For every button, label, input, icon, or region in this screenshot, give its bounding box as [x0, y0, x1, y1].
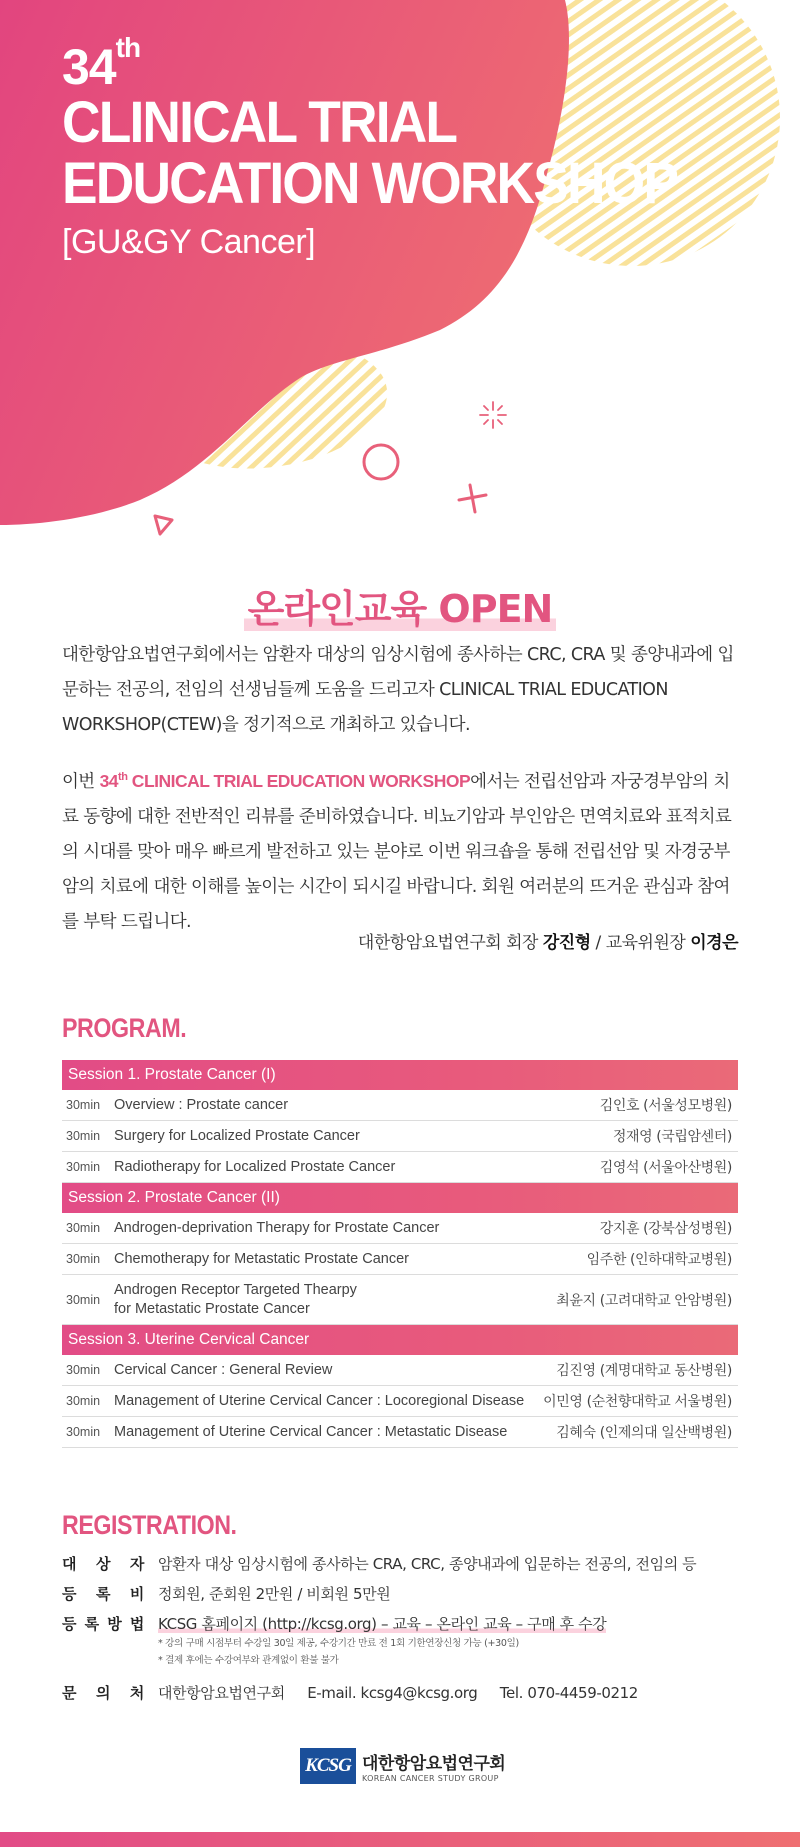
table-row — [62, 1244, 738, 1275]
president-name: 강진형 — [542, 933, 591, 953]
target-value: 암환자 대상 임상시험에 종사하는 CRA, CRC, 종양내과에 입문하는 전공의, 전임의 등 — [158, 1555, 697, 1573]
method-label: 등 록 방 법 — [62, 1615, 144, 1633]
note-2: * 결제 후에는 수강여부와 관계없이 환불 불가 — [158, 1655, 339, 1666]
table-row — [62, 1213, 738, 1244]
chair-name: 이경은 — [690, 933, 738, 953]
registration-info — [62, 1553, 742, 1712]
topic: Cervical Cancer : General Review — [114, 1361, 333, 1378]
table-row — [62, 1090, 738, 1121]
session-header: Session 1. Prostate Cancer (I) — [62, 1060, 738, 1090]
table-row — [62, 1275, 738, 1325]
duration: 30min — [66, 1394, 101, 1408]
sig-prefix: 대한항암요법연구회 회장 — [357, 933, 543, 953]
topic: Chemotherapy for Metastatic Prostate Cancer — [114, 1250, 409, 1267]
contact-org: 대한항암요법연구회 — [158, 1684, 285, 1702]
edition-ordinal: th — [115, 32, 141, 63]
hero-title-block — [62, 32, 731, 262]
speaker: 강지훈 (강북삼성병원) — [599, 1221, 732, 1237]
method-value-block — [158, 1613, 742, 1668]
duration: 30min — [66, 1425, 101, 1439]
session-header: Session 3. Uterine Cervical Cancer — [62, 1325, 738, 1355]
triangle-shape — [155, 516, 172, 534]
para2-num: 34 — [99, 770, 119, 791]
topic: Overview : Prostate cancer — [114, 1096, 289, 1113]
contact-row — [62, 1682, 742, 1703]
duration: 30min — [66, 1098, 101, 1112]
open-heading — [0, 578, 800, 633]
hero-subtitle: [GU&GY Cancer] — [62, 222, 316, 261]
target-label: 대 상 자 — [62, 1555, 144, 1573]
target-row — [62, 1553, 742, 1574]
fee-row — [62, 1583, 742, 1604]
speaker: 최윤지 (고려대학교 안암병원) — [556, 1292, 732, 1309]
speaker: 이민영 (순천향대학교 서울병원) — [543, 1394, 732, 1410]
topic: Surgery for Localized Prostate Cancer — [114, 1127, 360, 1144]
duration: 30min — [66, 1292, 101, 1307]
kcsg-logo — [300, 1748, 505, 1784]
speaker: 김영석 (서울아산병원) — [599, 1160, 732, 1176]
hero-banner — [0, 0, 800, 560]
topic-line-1: Androgen Receptor Targeted Thearpy — [114, 1281, 357, 1298]
fee-label: 등 록 비 — [62, 1585, 144, 1603]
kcsg-logo-mark: KCSG — [300, 1748, 356, 1784]
workshop-highlight — [100, 771, 471, 791]
session-header: Session 2. Prostate Cancer (II) — [62, 1183, 738, 1213]
para2-ordinal: th — [118, 771, 128, 783]
edition-number-value: 34 — [62, 39, 116, 95]
contact-value — [158, 1682, 742, 1703]
table-row — [62, 1386, 738, 1417]
title-line-1: CLINICAL TRIAL — [62, 90, 457, 155]
para2-prefix: 이번 — [62, 771, 100, 792]
speaker: 임주한 (인하대학교병원) — [586, 1252, 732, 1268]
duration: 30min — [66, 1160, 101, 1174]
para2-rest: 에서는 전립선암과 자궁경부암의 치료 동향에 대한 전반적인 리뷰를 준비하였습니다. 비뇨기암과 부인암은 면역치료와 표적치료의 시대를 맞아 매우 빠르게 발전하고 있는 분야로 이번 워크숍을 통해 전립선암 및 자경궁부암의 치료에 대한 이해를 높이는 시간이 되시길 바랍니다. 회원 여러분의 뜨거운 관심과 참여를 부탁 드립니다. — [62, 771, 732, 932]
org-name-english: KOREAN CANCER STUDY GROUP — [362, 1774, 499, 1783]
speaker: 김인호 (서울성모병원) — [599, 1098, 732, 1114]
speaker: 정재영 (국립암센터) — [612, 1129, 732, 1145]
contact-label: 문 의 처 — [62, 1684, 144, 1702]
topic: Androgen-deprivation Therapy for Prostate Cancer — [114, 1219, 440, 1236]
org-name-korean: 대한항암요법연구회 — [362, 1754, 506, 1774]
duration: 30min — [66, 1363, 101, 1377]
table-row — [62, 1417, 738, 1448]
speaker: 김진영 (계명대학교 동산병원) — [556, 1363, 732, 1379]
topic: Radiotherapy for Localized Prostate Cancer — [114, 1158, 396, 1175]
method-value[interactable]: KCSG 홈페이지 (http://kcsg.org) – 교육 – 온라인 교육 – 구매 후 수강 — [158, 1615, 607, 1633]
program-table — [62, 1060, 738, 1448]
program-title: PROGRAM. — [62, 1013, 187, 1043]
topic-line-2: for Metastatic Prostate Cancer — [114, 1300, 310, 1317]
duration: 30min — [66, 1129, 101, 1143]
topic: Management of Uterine Cervical Cancer : Metastatic Disease — [114, 1423, 508, 1440]
title-line-2: EDUCATION WORKSHOP — [62, 151, 678, 217]
open-heading-text: 온라인교육 OPEN — [244, 587, 557, 631]
note-1: * 강의 구매 시점부터 수강일 30일 제공, 수강기간 만료 전 1회 기한연장신청 가능 (+30일) — [158, 1638, 519, 1649]
intro-paragraph-1: 대한항암요법연구회에서는 암환자 대상의 임상시험에 종사하는 CRC, CRA 및 종양내과에 입문하는 전공의, 전임의 선생님들께 도움을 드리고자 CLINICAL TRIAL EDUCATION WORKSHOP(CTEW)을 정기적으로 개최하고 있습니다. — [62, 645, 734, 735]
signature — [358, 928, 738, 953]
contact-email[interactable]: E-mail. kcsg4@kcsg.org — [307, 1684, 478, 1702]
para2-highlight-text: CLINICAL TRIAL EDUCATION WORKSHOP — [127, 770, 471, 791]
cross-shape — [459, 485, 486, 512]
sparkle-shape — [480, 402, 506, 428]
edition-number — [62, 32, 731, 95]
contact-tel[interactable]: Tel. 070-4459-0212 — [499, 1684, 638, 1702]
table-row — [62, 1121, 738, 1152]
topic — [114, 1281, 556, 1319]
table-row — [62, 1152, 738, 1183]
sig-mid: / 교육위원장 — [590, 933, 691, 953]
intro-paragraph-2 — [62, 760, 742, 940]
fee-value: 정회원, 준회원 2만원 / 비회원 5만원 — [158, 1585, 391, 1603]
ring-shape — [364, 445, 398, 479]
intro-text — [62, 638, 742, 957]
duration: 30min — [66, 1252, 101, 1266]
table-row — [62, 1355, 738, 1386]
duration: 30min — [66, 1221, 101, 1235]
topic: Management of Uterine Cervical Cancer : Locoregional Disease — [114, 1392, 525, 1409]
bottom-bar — [0, 1832, 800, 1847]
speaker: 김혜숙 (인제의대 일산백병원) — [556, 1425, 732, 1441]
method-row — [62, 1613, 742, 1668]
registration-title: REGISTRATION. — [62, 1510, 237, 1540]
logo-text — [362, 1749, 505, 1783]
